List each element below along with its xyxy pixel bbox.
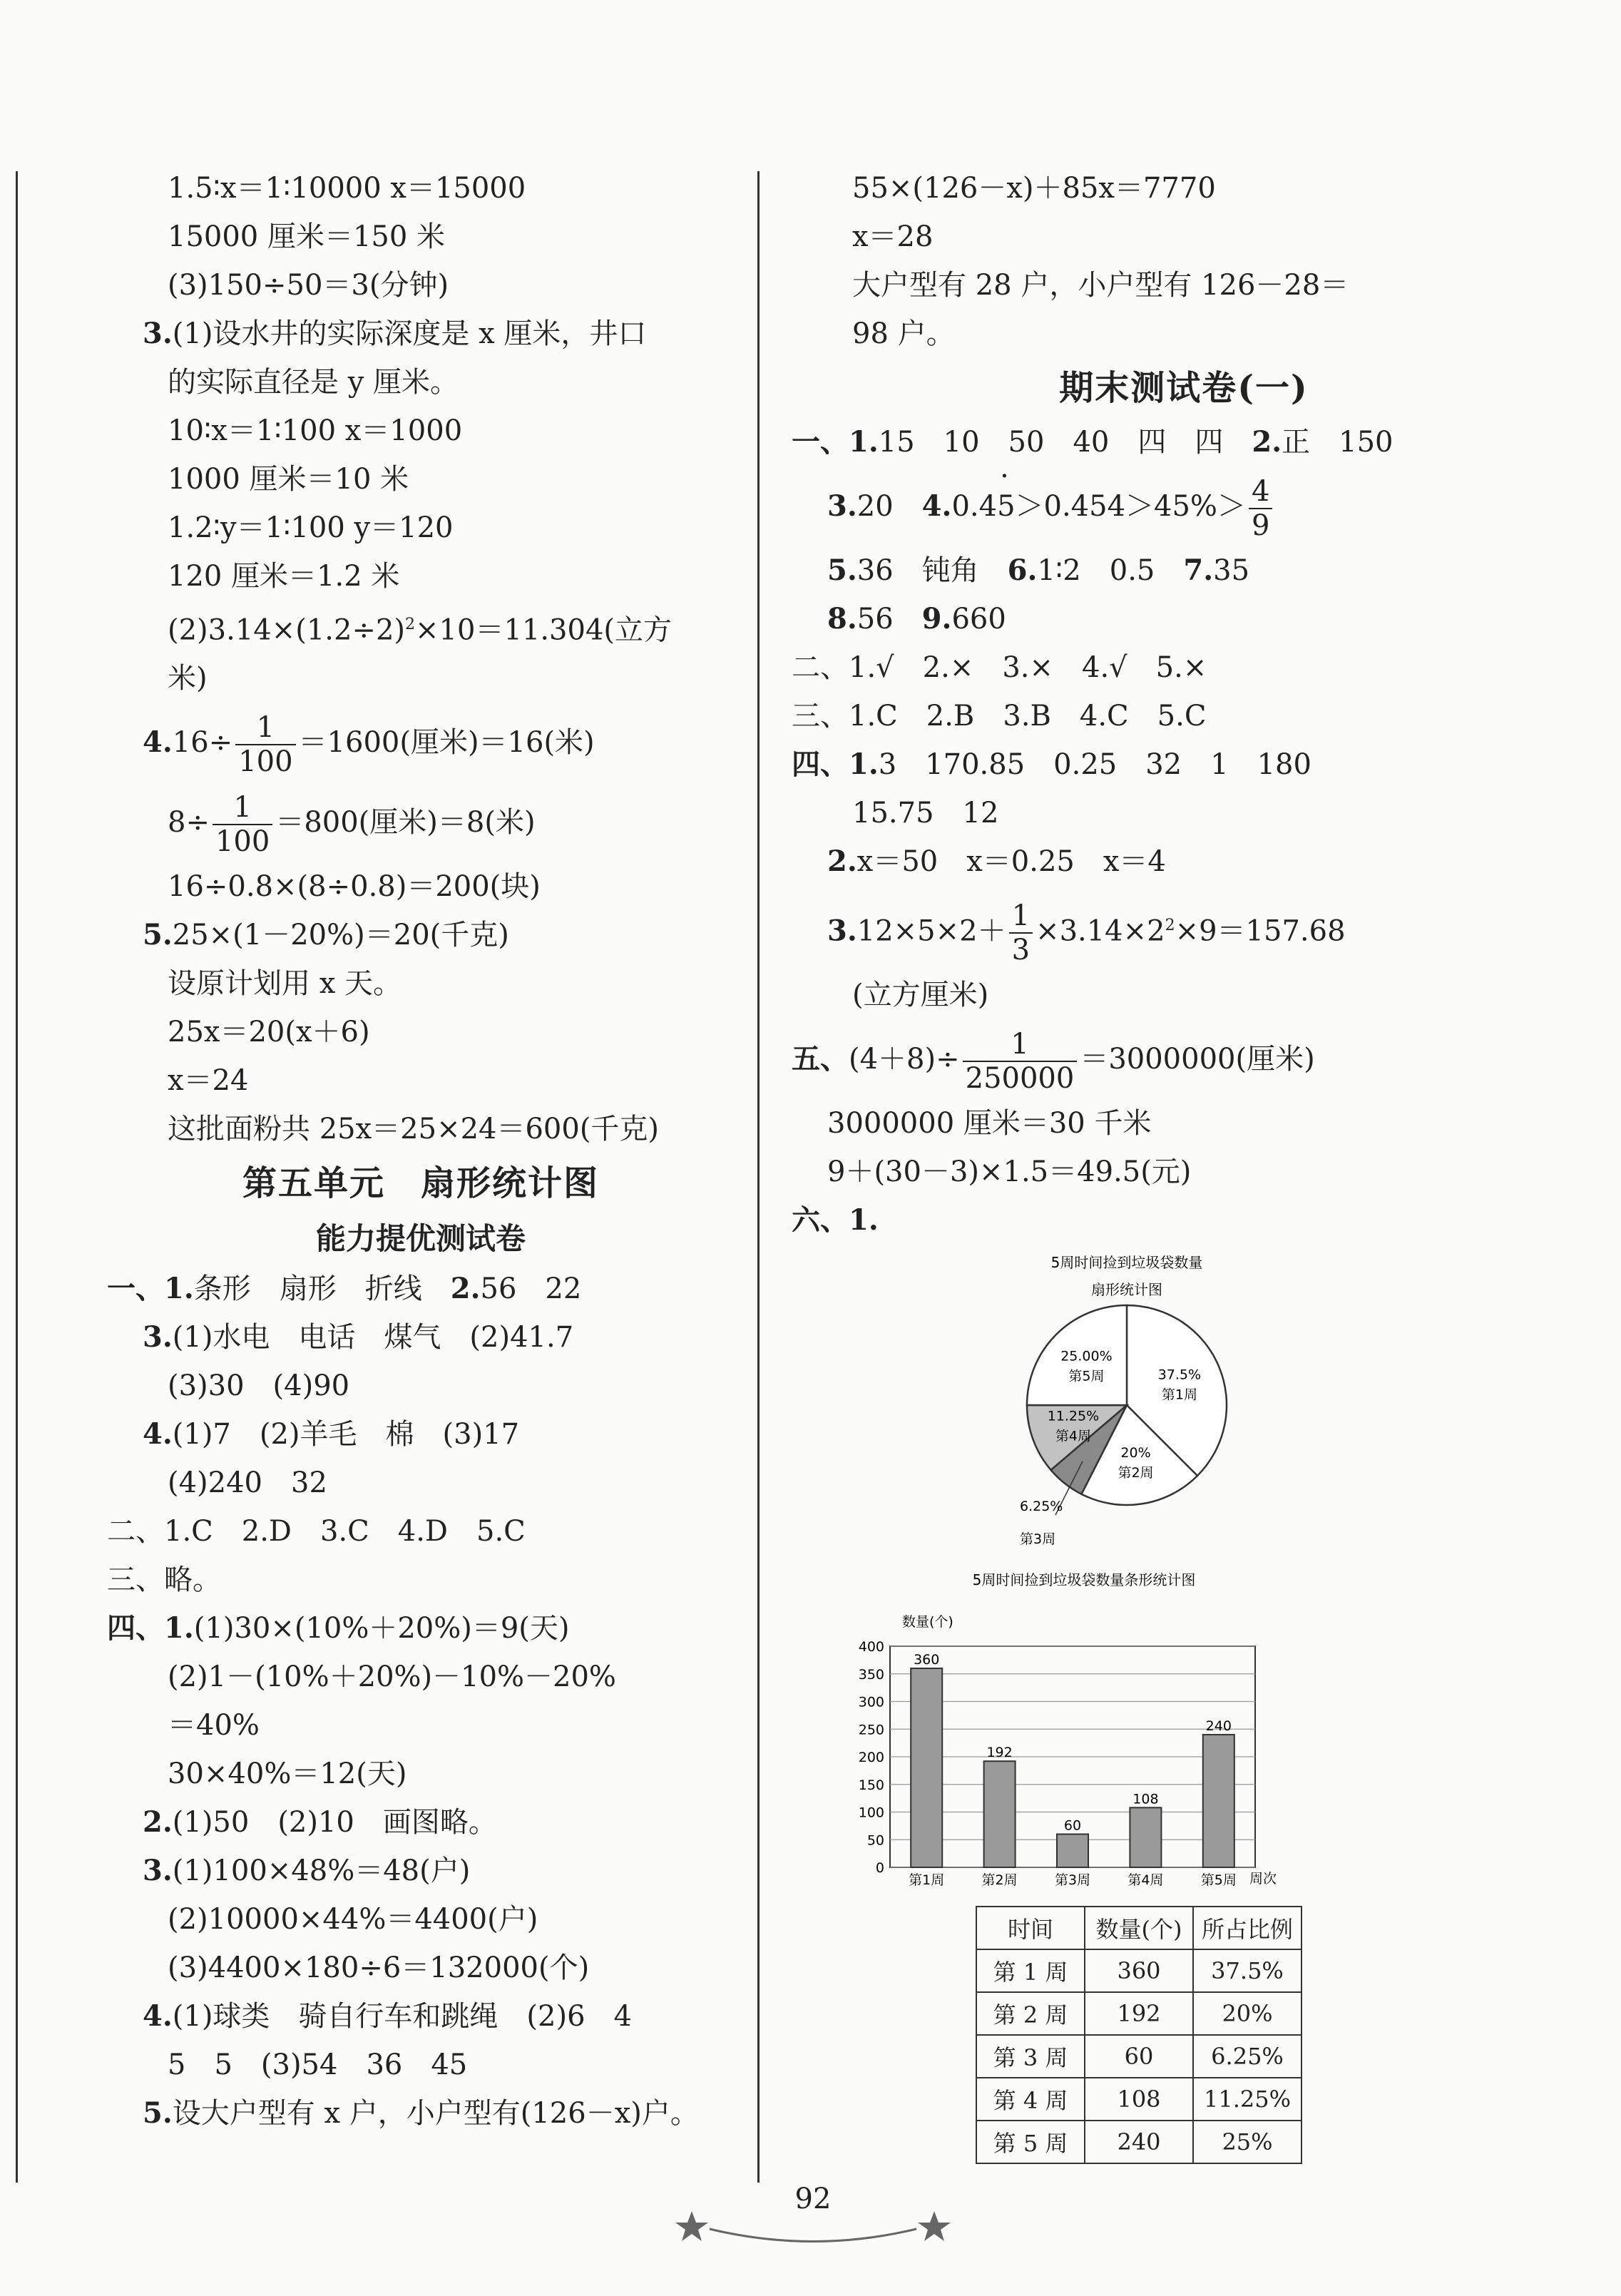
question-number: 4. <box>143 725 173 760</box>
line: 55×(126－x)＋85x＝7770 <box>852 172 1216 205</box>
question-number: 8. <box>827 602 857 636</box>
y-tick-label: 350 <box>858 1666 884 1683</box>
question-number: 4. <box>143 1417 173 1451</box>
column-divider <box>757 171 760 2183</box>
pie-slices <box>1020 1305 1227 1547</box>
x-axis-label: 周次 <box>1249 1871 1277 1887</box>
line: x＝28 <box>852 220 934 253</box>
section-label: 五、 <box>792 1042 849 1076</box>
x-tick-label: 第4周 <box>1127 1872 1164 1888</box>
pie-chart <box>956 1252 1241 1558</box>
table-header: 数量(个) <box>1085 1907 1193 1949</box>
bar-value-label: 192 <box>986 1745 1013 1761</box>
line-text: (1)100×48%＝48(户) <box>172 1854 471 1888</box>
exam-section-5 <box>792 1019 1519 1099</box>
pie-title: 5周时间捡到垃圾袋数量 <box>1050 1254 1203 1271</box>
bar-value-label: 240 <box>1205 1718 1232 1734</box>
line <box>107 601 735 654</box>
table-row <box>976 1992 1302 2035</box>
swoosh <box>710 2229 916 2242</box>
section-label: 一、1. <box>792 425 879 459</box>
line <box>107 1798 735 1847</box>
line-text: 设大户型有 x 户，小户型有(126－x)户。 <box>172 2097 699 2131</box>
left-margin-rule <box>16 171 18 2183</box>
table-row <box>976 1949 1302 1992</box>
line-text: ×10＝11.304(立方 <box>415 613 673 647</box>
line-text: (4＋8)÷ <box>849 1043 960 1076</box>
question-number: 2. <box>450 1272 481 1306</box>
table-cell: 第 2 周 <box>976 1992 1085 2035</box>
line <box>107 2089 735 2138</box>
repeating-digit: · 5 <box>997 466 1015 546</box>
numerator: 1 <box>963 1028 1078 1062</box>
line: (3)30 (4)90 <box>168 1369 350 1403</box>
line <box>107 1992 735 2041</box>
bar-value-label: 108 <box>1132 1791 1159 1807</box>
table-cell: 360 <box>1085 1949 1193 1992</box>
section-4 <box>107 1604 735 1653</box>
y-tick-label: 50 <box>866 1832 884 1849</box>
pie-label: 11.25% <box>1047 1408 1100 1424</box>
line: 3000000 厘米＝30 千米 <box>827 1107 1152 1141</box>
line: 1.2∶y＝1∶100 y＝120 <box>168 511 454 544</box>
question-number: 3. <box>143 1320 173 1354</box>
line <box>792 837 1519 886</box>
line-text: 3 170.85 0.25 32 1 180 <box>878 748 1311 781</box>
line <box>107 1410 735 1459</box>
line: 15.75 12 <box>852 797 999 830</box>
table-cell: 11.25% <box>1193 2078 1302 2121</box>
exam-section-1 <box>792 418 1519 466</box>
x-tick-label: 第1周 <box>909 1872 945 1888</box>
left-column <box>107 164 735 2138</box>
line-text: 12×5×2＋ <box>856 914 1006 948</box>
table-cell: 25% <box>1193 2121 1302 2163</box>
question-number: 3. <box>827 914 857 948</box>
bar <box>1057 1835 1088 1868</box>
y-axis-label: 数量(个) <box>902 1614 953 1630</box>
question-5 <box>107 911 735 959</box>
line: 这批面粉共 25x＝25×24＝600(千克) <box>168 1113 660 1146</box>
question-number: 3. <box>827 489 857 523</box>
table-cell: 第 1 周 <box>976 1949 1085 1992</box>
sub-title: 能力提优测试卷 <box>315 1221 526 1257</box>
line <box>792 595 1519 643</box>
line-text: 25×(1－20%)＝20(千克) <box>172 919 509 952</box>
line-text: 35 <box>1213 554 1250 587</box>
line: 30×40%＝12(天) <box>168 1757 407 1791</box>
question-number: 9. <box>921 602 952 636</box>
line: (4)240 32 <box>168 1466 327 1500</box>
line: (2)10000×44%＝4400(户) <box>168 1903 538 1937</box>
line: 设原计划用 x 天。 <box>168 967 402 1001</box>
pie-label: 6.25% <box>1020 1499 1063 1514</box>
section-label: 六、1. <box>792 1203 879 1238</box>
y-tick-label: 250 <box>858 1722 884 1738</box>
line-text: (2)3.14×(1.2÷2) <box>168 613 406 647</box>
line-text: (1)7 (2)羊毛 棉 (3)17 <box>172 1418 520 1451</box>
y-tick-label: 0 <box>875 1860 884 1876</box>
line <box>792 886 1519 971</box>
table-cell: 240 <box>1085 2121 1193 2163</box>
question-4 <box>107 703 735 782</box>
right-column <box>792 164 1519 1245</box>
table-cell: 108 <box>1085 2078 1193 2121</box>
unit-title: 第五单元 扇形统计图 <box>242 1163 599 1204</box>
line-text: ×9＝157.68 <box>1175 914 1346 948</box>
page-number: 92 <box>794 2183 832 2215</box>
table-cell: 第 4 周 <box>976 2078 1085 2121</box>
pie-category: 第1周 <box>1161 1387 1197 1403</box>
line <box>107 782 735 862</box>
line: (立方厘米) <box>852 979 989 1012</box>
line-text: ＞0.454＞45%＞ <box>1015 490 1246 523</box>
left-star-icon <box>675 2211 708 2241</box>
line: 10∶x＝1∶100 x＝1000 <box>168 414 463 447</box>
y-tick-label: 150 <box>858 1777 884 1793</box>
y-tick-label: 100 <box>858 1805 884 1821</box>
bar <box>1203 1735 1234 1867</box>
numerator: 1 <box>1009 899 1033 934</box>
y-tick-label: 200 <box>858 1750 884 1765</box>
line: (3)4400×180÷6＝132000(个) <box>168 1951 590 1985</box>
line-text: (1)设水井的实际深度是 x 厘米，井口 <box>172 317 647 350</box>
exam-section-2: 二、1.√ 2.× 3.× 4.√ 5.× <box>792 651 1207 684</box>
line: (3)150÷50＝3(分钟) <box>168 269 449 302</box>
exam-section-3: 三、1.C 2.B 3.B 4.C 5.C <box>792 700 1207 733</box>
line: 25x＝20(x＋6) <box>168 1016 370 1049</box>
question-number: 5. <box>143 918 173 952</box>
bar-title: 5周时间捡到垃圾袋数量条形统计图 <box>972 1571 1196 1588</box>
table-row <box>976 2121 1302 2163</box>
bar <box>1130 1807 1161 1867</box>
table-header-row <box>976 1907 1302 1949</box>
line: 15000 厘米＝150 米 <box>168 220 446 253</box>
line-text: ＝1600(厘米)＝16(米) <box>298 726 595 760</box>
pie-label: 25.00% <box>1060 1348 1113 1364</box>
table-cell: 192 <box>1085 1992 1193 2035</box>
pie-label: 20% <box>1120 1445 1151 1461</box>
question-number: 6. <box>1007 553 1038 587</box>
table-row <box>976 2078 1302 2121</box>
question-number: 4. <box>143 1999 173 2034</box>
line: 9＋(30－3)×1.5＝49.5(元) <box>827 1155 1192 1189</box>
bar-value-label: 360 <box>914 1652 940 1668</box>
superscript: 2 <box>1165 917 1175 934</box>
line-text: 正 150 <box>1282 426 1394 459</box>
fraction <box>1249 475 1272 542</box>
table-cell: 6.25% <box>1193 2035 1302 2078</box>
fraction <box>1009 899 1033 966</box>
superscript: 2 <box>405 616 416 633</box>
line: 5 5 (3)54 36 45 <box>168 2048 468 2082</box>
pie-category: 第4周 <box>1055 1428 1091 1444</box>
line-text: 660 <box>951 603 1006 636</box>
section-label: 一、1. <box>107 1272 194 1306</box>
denominator: 100 <box>215 825 270 859</box>
line-text: ＝3000000(厘米) <box>1080 1043 1315 1076</box>
question-number: 3. <box>143 1854 173 1888</box>
section-1 <box>107 1265 735 1313</box>
line-text: 条形 扇形 折线 <box>193 1272 451 1306</box>
question-number: 2. <box>1252 425 1282 459</box>
pie-category: 第5周 <box>1068 1368 1105 1384</box>
exam-section-4 <box>792 740 1519 789</box>
line-text: 15 10 50 40 四 四 <box>878 426 1252 459</box>
line: 120 厘米＝1.2 米 <box>168 560 400 593</box>
fraction <box>235 711 295 778</box>
line-text: 1∶2 0.5 <box>1037 554 1184 587</box>
bar-value-label: 60 <box>1063 1817 1082 1834</box>
line: 大户型有 28 户，小户型有 126－28＝ <box>852 269 1349 302</box>
bar-chart <box>827 1569 1298 1897</box>
section-label: 四、1. <box>792 748 879 781</box>
table-cell: 20% <box>1193 1992 1302 2035</box>
exam-section-6 <box>792 1196 1519 1245</box>
line-text: 8÷ <box>168 806 210 840</box>
numerator: 4 <box>1249 475 1272 509</box>
table-row <box>976 2035 1302 2078</box>
bar <box>984 1761 1016 1867</box>
line <box>107 1313 735 1362</box>
pie-category: 第2周 <box>1118 1465 1154 1481</box>
denominator: 100 <box>238 745 293 779</box>
y-tick-label: 300 <box>858 1694 884 1710</box>
y-tick-label: 400 <box>858 1639 884 1655</box>
line <box>792 466 1519 546</box>
line-text: ×3.14×2 <box>1036 914 1165 948</box>
line: 16÷0.8×(8÷0.8)＝200(块) <box>168 870 541 904</box>
line-text: 16÷ <box>172 726 233 760</box>
x-tick-label: 第3周 <box>1054 1872 1091 1888</box>
denominator: 9 <box>1251 509 1270 542</box>
line <box>792 546 1519 595</box>
table-cell: 37.5% <box>1193 1949 1302 1992</box>
denominator: 250000 <box>965 1062 1075 1096</box>
question-number: 4. <box>921 489 952 523</box>
line: ＝40% <box>168 1709 260 1743</box>
x-tick-label: 第2周 <box>981 1872 1018 1888</box>
table-cell: 第 3 周 <box>976 2035 1085 2078</box>
question-number: 7. <box>1183 553 1214 587</box>
question-number: 5. <box>143 2096 173 2131</box>
question-number: 5. <box>827 553 857 587</box>
line: 的实际直径是 y 厘米。 <box>168 366 459 399</box>
x-tick-label: 第5周 <box>1200 1872 1237 1888</box>
question-number: 2. <box>143 1805 173 1840</box>
pie-label: 37.5% <box>1157 1367 1202 1383</box>
pie-subtitle: 扇形统计图 <box>1091 1281 1162 1298</box>
line-text: x＝50 x＝0.25 x＝4 <box>856 845 1166 878</box>
fraction <box>963 1028 1078 1095</box>
section-2: 二、1.C 2.D 3.C 4.D 5.C <box>107 1515 526 1548</box>
table-cell: 60 <box>1085 2035 1193 2078</box>
line-text: (1)球类 骑自行车和跳绳 (2)6 4 <box>172 2000 632 2034</box>
line: 1000 厘米＝10 米 <box>168 463 409 496</box>
line: 米) <box>168 662 208 695</box>
bar <box>911 1668 942 1867</box>
bar-marks <box>909 1652 1237 1888</box>
line: (2)1－(10%＋20%)－10%－20% <box>168 1660 616 1694</box>
section-3: 三、略。 <box>107 1563 221 1597</box>
line-text: 56 22 <box>480 1272 582 1306</box>
table-cell: 第 5 周 <box>976 2121 1085 2163</box>
numerator: 1 <box>213 791 272 825</box>
question-number: 3. <box>143 317 173 350</box>
section-label: 四、1. <box>107 1611 194 1646</box>
exam-title: 期末测试卷(一) <box>1059 368 1309 408</box>
line-text: 0.4 <box>951 490 998 523</box>
line-text: (1)水电 电话 煤气 (2)41.7 <box>172 1321 574 1354</box>
question-3 <box>107 310 735 358</box>
question-number: 2. <box>827 845 857 878</box>
numerator: 1 <box>235 711 295 745</box>
line-text: 20 <box>856 490 922 523</box>
line <box>107 1847 735 1895</box>
line-text: 56 <box>856 603 922 636</box>
line-text: 36 钝角 <box>856 554 1008 587</box>
line: x＝24 <box>168 1064 249 1098</box>
table-header: 所占比例 <box>1193 1907 1302 1949</box>
table-header: 时间 <box>976 1907 1085 1949</box>
fraction <box>213 791 272 858</box>
line: 98 户。 <box>852 317 955 350</box>
line-text: (1)50 (2)10 画图略。 <box>172 1806 497 1840</box>
line-text: ＝800(厘米)＝8(米) <box>275 806 536 840</box>
line-text: (1)30×(10%＋20%)＝9(天) <box>193 1612 570 1646</box>
line: 1.5∶x＝1∶10000 x＝15000 <box>168 172 526 205</box>
right-star-icon <box>918 2211 951 2241</box>
denominator: 3 <box>1011 934 1031 967</box>
data-table <box>976 1906 1302 2164</box>
pie-category: 第3周 <box>1020 1531 1056 1547</box>
